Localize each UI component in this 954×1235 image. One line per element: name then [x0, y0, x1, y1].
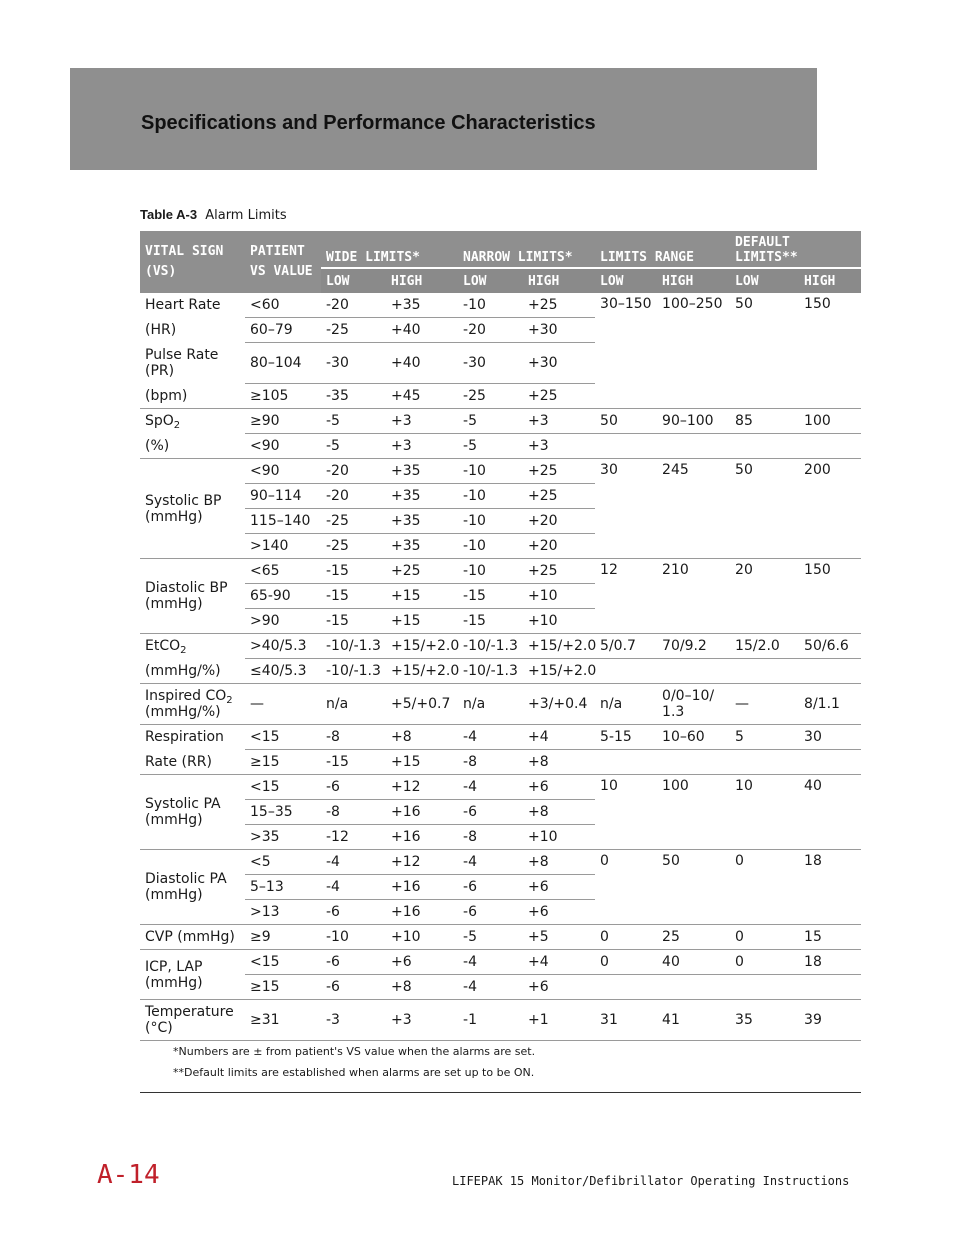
- table-cell: 10: [730, 775, 799, 850]
- table-cell: +30: [523, 318, 595, 343]
- header-patient-value: PATIENT VS VALUE: [245, 231, 321, 293]
- alarm-limits-table: [140, 231, 861, 1093]
- header-high: HIGH: [657, 268, 730, 293]
- table-cell: -10: [321, 925, 386, 950]
- table-cell: +16: [386, 900, 458, 925]
- table-cell: +25: [523, 459, 595, 484]
- vital-sign-label: ICP, LAP (mmHg): [140, 950, 245, 1000]
- table-cell: -35: [321, 384, 386, 409]
- table-cell: -5: [321, 434, 386, 459]
- table-cell: -8: [321, 725, 386, 750]
- table-cell: -25: [321, 509, 386, 534]
- table-row: [140, 850, 861, 875]
- table-cell: <65: [245, 559, 321, 584]
- table-cell: 5-15: [595, 725, 657, 750]
- footnote-row: [140, 1041, 861, 1064]
- table-cell: 15/2.0: [730, 634, 799, 659]
- table-cell: n/a: [458, 684, 523, 725]
- table-row: [140, 634, 861, 659]
- table-cell: +1: [523, 1000, 595, 1041]
- header-high: HIGH: [386, 268, 458, 293]
- table-cell: +8: [386, 975, 458, 1000]
- table-cell: -10/-1.3: [458, 659, 523, 684]
- table-cell: 25: [657, 925, 730, 950]
- table-cell: -10: [458, 559, 523, 584]
- table-cell: -10/-1.3: [321, 634, 386, 659]
- table-cell: 100–250: [657, 293, 730, 409]
- table-cell: 40: [799, 775, 861, 850]
- table-cell: +12: [386, 850, 458, 875]
- table-cell: +25: [523, 484, 595, 509]
- footnote-row: [140, 1063, 861, 1093]
- table-cell: -15: [321, 750, 386, 775]
- table-cell: -30: [458, 343, 523, 384]
- header-low: LOW: [321, 268, 386, 293]
- table-cell: 31: [595, 1000, 657, 1041]
- table-cell: -10/-1.3: [321, 659, 386, 684]
- table-cell: ≥31: [245, 1000, 321, 1041]
- table-cell: +12: [386, 775, 458, 800]
- table-row: [140, 725, 861, 750]
- table-cell: >140: [245, 534, 321, 559]
- table-caption: [140, 207, 287, 223]
- table-cell: +5: [523, 925, 595, 950]
- table-cell: <90: [245, 459, 321, 484]
- table-cell: [595, 434, 861, 459]
- table-cell: 70/9.2: [657, 634, 730, 659]
- table-cell: 90–114: [245, 484, 321, 509]
- table-cell: 50: [657, 850, 730, 925]
- table-cell: +25: [523, 559, 595, 584]
- table-row: [140, 293, 861, 318]
- table-cell: +8: [386, 725, 458, 750]
- table-cell: +35: [386, 534, 458, 559]
- footnote: *Numbers are ± from patient's VS value when the alarms are set.: [173, 1045, 536, 1058]
- table-cell: +6: [386, 950, 458, 975]
- table-cell: >40/5.3: [245, 634, 321, 659]
- table-row: [140, 775, 861, 800]
- page-number: A-14: [97, 1160, 160, 1190]
- table-caption-text: Alarm Limits: [205, 208, 287, 223]
- table-cell: -20: [321, 459, 386, 484]
- header-limits-range: LIMITS RANGE: [595, 231, 730, 268]
- table-cell: -8: [321, 800, 386, 825]
- vital-sign-label: Systolic PA (mmHg): [140, 775, 245, 850]
- vital-sign-label: Heart Rate: [145, 297, 221, 314]
- table-cell: ≥9: [245, 925, 321, 950]
- table-cell: 8/1.1: [799, 684, 861, 725]
- table-cell: 20: [730, 559, 799, 634]
- table-cell: 65-90: [245, 584, 321, 609]
- table-cell: +45: [386, 384, 458, 409]
- table-cell: 5–13: [245, 875, 321, 900]
- table-cell: -6: [321, 975, 386, 1000]
- vital-sign-label: Diastolic PA (mmHg): [140, 850, 245, 925]
- vital-sign-label: CVP (mmHg): [140, 925, 245, 950]
- table-cell: -20: [458, 318, 523, 343]
- table-cell: 150: [799, 293, 861, 409]
- table-cell: -5: [458, 434, 523, 459]
- header-low: LOW: [595, 268, 657, 293]
- table-cell: -15: [321, 559, 386, 584]
- table-cell: +15/+2.0: [386, 634, 458, 659]
- table-cell: +10: [523, 825, 595, 850]
- table-cell: -15: [321, 584, 386, 609]
- table-cell: -15: [458, 584, 523, 609]
- table-cell: +3: [386, 409, 458, 434]
- table-cell: +10: [523, 584, 595, 609]
- table-cell: +6: [523, 775, 595, 800]
- table-cell: +5/+0.7: [386, 684, 458, 725]
- table-cell: -10: [458, 293, 523, 318]
- table-cell: -1: [458, 1000, 523, 1041]
- table-cell: 0: [595, 925, 657, 950]
- table-cell: +3/+0.4: [523, 684, 595, 725]
- vital-sign-label: Rate (RR): [140, 750, 245, 775]
- table-caption-label: Table A-3: [140, 207, 198, 222]
- table-cell: 30–150: [595, 293, 657, 409]
- table-row: [140, 434, 861, 459]
- table-cell: -6: [321, 775, 386, 800]
- document-title: LIFEPAK 15 Monitor/Defibrillator Operating Instructions: [452, 1174, 850, 1188]
- table-cell: -4: [458, 775, 523, 800]
- table-cell: -6: [321, 900, 386, 925]
- table-cell: 35: [730, 1000, 799, 1041]
- table-cell: <90: [245, 434, 321, 459]
- table-cell: +4: [523, 725, 595, 750]
- table-cell: 90–100: [657, 409, 730, 434]
- table-cell: -25: [458, 384, 523, 409]
- table-cell: +16: [386, 825, 458, 850]
- table-cell: 50: [595, 409, 657, 434]
- table-cell: +40: [386, 318, 458, 343]
- table-cell: -8: [458, 825, 523, 850]
- table-row: [140, 975, 861, 1000]
- table-cell: 10–60: [657, 725, 730, 750]
- table-cell: -20: [321, 484, 386, 509]
- vital-sign-label: EtCO$_2$: [145, 638, 187, 657]
- table-cell: n/a: [321, 684, 386, 725]
- table-cell: 85: [730, 409, 799, 434]
- table-cell: 100: [657, 775, 730, 850]
- table-cell: +3: [523, 434, 595, 459]
- vital-sign-label: (mmHg/%): [140, 659, 245, 684]
- table-cell: 0: [730, 850, 799, 925]
- table-cell: 245: [657, 459, 730, 559]
- table-cell: ≤40/5.3: [245, 659, 321, 684]
- vital-sign-label: SpO$_2$: [145, 413, 181, 432]
- header-high: HIGH: [523, 268, 595, 293]
- table-cell: +8: [523, 850, 595, 875]
- table-cell: +10: [523, 609, 595, 634]
- table-cell: <15: [245, 725, 321, 750]
- table-cell: >90: [245, 609, 321, 634]
- table-cell: 15: [799, 925, 861, 950]
- table-row: [140, 409, 861, 434]
- table-cell: 18: [799, 850, 861, 925]
- table-cell: +25: [386, 559, 458, 584]
- table-cell: -6: [458, 900, 523, 925]
- table-cell: +20: [523, 509, 595, 534]
- table-cell: 0/0–10/ 1.3: [657, 684, 730, 725]
- table-cell: 0: [730, 925, 799, 950]
- header-narrow-limits: NARROW LIMITS*: [458, 231, 595, 268]
- table-cell: -10/-1.3: [458, 634, 523, 659]
- table-cell: +3: [386, 1000, 458, 1041]
- footnote: **Default limits are established when alarms are set up to be ON.: [140, 1063, 861, 1093]
- vital-sign-label: (bpm): [140, 384, 245, 409]
- table-cell: -6: [458, 800, 523, 825]
- table-cell: 30: [799, 725, 861, 750]
- table-cell: -10: [458, 509, 523, 534]
- table-cell: 18: [799, 950, 861, 975]
- page-title: Specifications and Performance Characteristics: [141, 112, 596, 134]
- table-cell: <60: [245, 293, 321, 318]
- table-cell: 115–140: [245, 509, 321, 534]
- table-cell: -25: [321, 318, 386, 343]
- table-cell: -10: [458, 484, 523, 509]
- table-cell: +15/+2.0: [523, 659, 595, 684]
- table-cell: +35: [386, 293, 458, 318]
- table-cell: +20: [523, 534, 595, 559]
- table-cell: 5/0.7: [595, 634, 657, 659]
- table-cell: <5: [245, 850, 321, 875]
- table-cell: +30: [523, 343, 595, 384]
- table-cell: ≥15: [245, 750, 321, 775]
- table-cell: -30: [321, 343, 386, 384]
- table-cell: +35: [386, 509, 458, 534]
- table-cell: 50/6.6: [799, 634, 861, 659]
- table-cell: -15: [458, 609, 523, 634]
- vital-sign-label: Inspired $CO_2$ (mmHg/%): [140, 684, 245, 725]
- table-cell: -4: [321, 850, 386, 875]
- table-row: [140, 750, 861, 775]
- table-cell: +8: [523, 750, 595, 775]
- table-cell: +3: [523, 409, 595, 434]
- table-cell: 0: [595, 950, 657, 975]
- table-cell: >13: [245, 900, 321, 925]
- table-cell: -5: [321, 409, 386, 434]
- table-cell: +6: [523, 975, 595, 1000]
- table-row: [140, 659, 861, 684]
- vital-sign-label: (%): [140, 434, 245, 459]
- table-cell: +15/+2.0: [386, 659, 458, 684]
- table-row: [140, 684, 861, 725]
- table-cell: 10: [595, 775, 657, 850]
- table-cell: +15/+2.0: [523, 634, 595, 659]
- table-cell: -12: [321, 825, 386, 850]
- vital-sign-label: (HR): [145, 322, 177, 338]
- table-cell: —: [245, 684, 321, 725]
- table-cell: 40: [657, 950, 730, 975]
- table-cell: 150: [799, 559, 861, 634]
- table-cell: +35: [386, 459, 458, 484]
- table-row: [140, 559, 861, 584]
- table-cell: -10: [458, 459, 523, 484]
- table-cell: -25: [321, 534, 386, 559]
- table-cell: 210: [657, 559, 730, 634]
- table-cell: -15: [321, 609, 386, 634]
- table-row: [140, 925, 861, 950]
- table-cell: +8: [523, 800, 595, 825]
- table-cell: n/a: [595, 684, 657, 725]
- table-cell: +6: [523, 900, 595, 925]
- header-high: HIGH: [799, 268, 861, 293]
- table-cell: 100: [799, 409, 861, 434]
- table-cell: 0: [730, 950, 799, 975]
- table-cell: [595, 975, 861, 1000]
- table-cell: +25: [523, 384, 595, 409]
- table-cell: 0: [595, 850, 657, 925]
- table-cell: 60–79: [245, 318, 321, 343]
- table-cell: -20: [321, 293, 386, 318]
- table-cell: 50: [730, 459, 799, 559]
- table-cell: 200: [799, 459, 861, 559]
- header-row: [140, 231, 861, 268]
- table-cell: +25: [523, 293, 595, 318]
- table-cell: +40: [386, 343, 458, 384]
- table-cell: 12: [595, 559, 657, 634]
- table-cell: ≥105: [245, 384, 321, 409]
- table-cell: 5: [730, 725, 799, 750]
- table-cell: +15: [386, 609, 458, 634]
- table-cell: [595, 750, 861, 775]
- table-cell: 15–35: [245, 800, 321, 825]
- table-cell: -4: [321, 875, 386, 900]
- table-cell: +6: [523, 875, 595, 900]
- table-cell: ≥90: [245, 409, 321, 434]
- table-cell: -4: [458, 975, 523, 1000]
- section-banner: [70, 68, 817, 170]
- header-default-limits: DEFAULT LIMITS**: [730, 231, 861, 268]
- table-cell: ≥15: [245, 975, 321, 1000]
- table-cell: +35: [386, 484, 458, 509]
- table-cell: -5: [458, 925, 523, 950]
- vital-sign-label: Diastolic BP (mmHg): [140, 559, 245, 634]
- table-cell: -6: [458, 875, 523, 900]
- table-cell: +15: [386, 750, 458, 775]
- table-cell: 39: [799, 1000, 861, 1041]
- table-cell: -4: [458, 850, 523, 875]
- table-cell: <15: [245, 775, 321, 800]
- table-row: [140, 459, 861, 484]
- table-cell: +15: [386, 584, 458, 609]
- vital-sign-label: Temperature (°C): [140, 1000, 245, 1041]
- vital-sign-label: Pulse Rate (PR): [145, 347, 219, 379]
- table-cell: [595, 659, 861, 684]
- table-cell: -4: [458, 950, 523, 975]
- table-cell: +4: [523, 950, 595, 975]
- header-low: LOW: [458, 268, 523, 293]
- table-cell: -10: [458, 534, 523, 559]
- header-wide-limits: WIDE LIMITS*: [321, 231, 458, 268]
- table-cell: -6: [321, 950, 386, 975]
- table-cell: -3: [321, 1000, 386, 1041]
- table-cell: 50: [730, 293, 799, 409]
- header-vital-sign: VITAL SIGN (VS): [140, 231, 245, 293]
- table-row: [140, 950, 861, 975]
- table-cell: +16: [386, 875, 458, 900]
- table-cell: >35: [245, 825, 321, 850]
- header-low: LOW: [730, 268, 799, 293]
- table-row: [140, 1000, 861, 1041]
- vital-sign-label: Respiration: [145, 729, 224, 746]
- table-cell: -4: [458, 725, 523, 750]
- table-cell: 41: [657, 1000, 730, 1041]
- table-cell: 30: [595, 459, 657, 559]
- vital-sign-label: Systolic BP (mmHg): [140, 459, 245, 559]
- table-cell: +3: [386, 434, 458, 459]
- table-cell: -8: [458, 750, 523, 775]
- table-cell: +16: [386, 800, 458, 825]
- table-cell: —: [730, 684, 799, 725]
- table-cell: <15: [245, 950, 321, 975]
- table-cell: -5: [458, 409, 523, 434]
- table-cell: +10: [386, 925, 458, 950]
- table-cell: 80–104: [245, 343, 321, 384]
